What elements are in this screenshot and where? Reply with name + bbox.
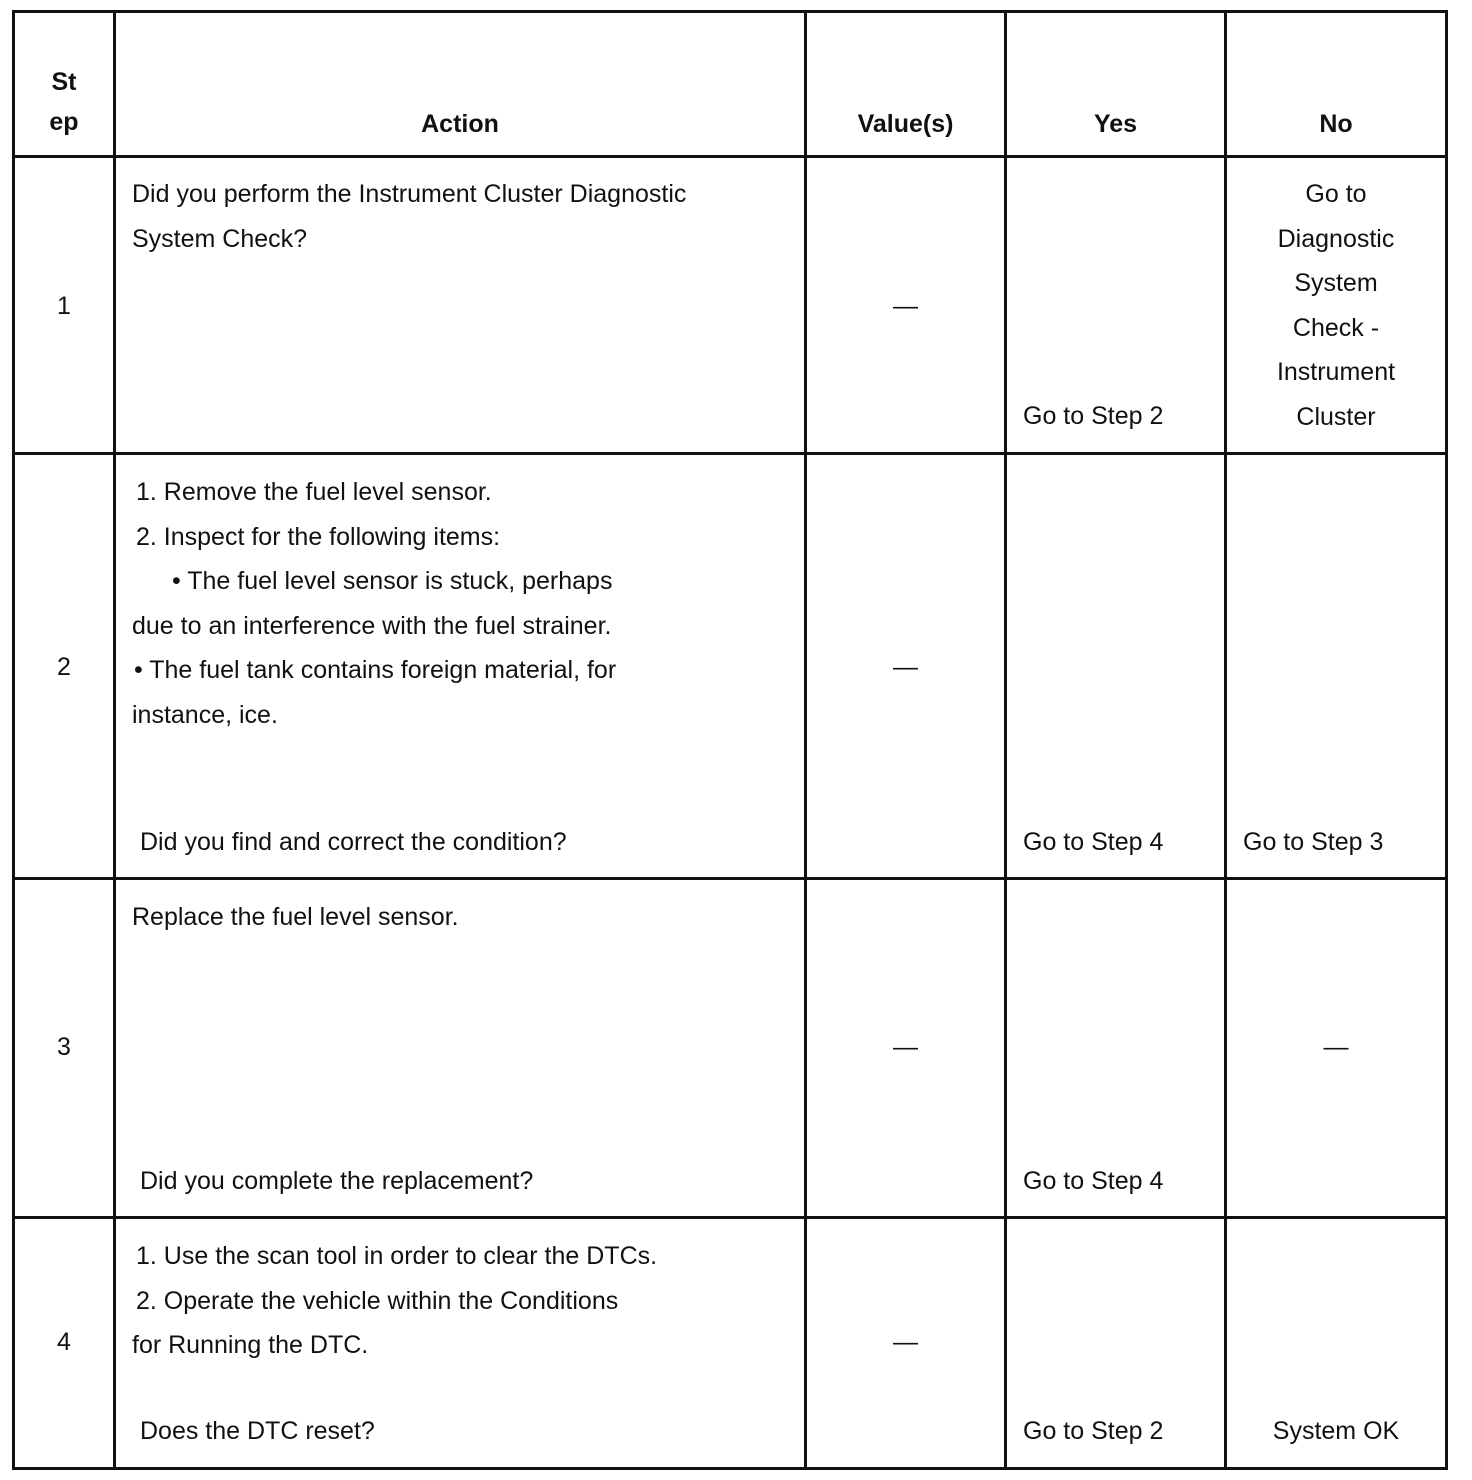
col-divider-2 <box>804 10 807 1470</box>
row1-step: 1 <box>57 292 71 320</box>
header-yes: Yes <box>1093 110 1138 138</box>
row4-question: Does the DTC reset? <box>140 1417 375 1445</box>
row-divider-2 <box>12 877 1448 880</box>
row4-action: 1. Use the scan tool in order to clear the DTCs. 2. Operate the vehicle within the Conditions for Running the DTC. <box>132 1242 658 1359</box>
row1-value: — <box>893 292 918 320</box>
header-values: Value(s) <box>857 110 954 138</box>
diagnostic-table <box>12 10 1448 1470</box>
row2-value: — <box>893 653 918 681</box>
row4-value: — <box>893 1328 918 1356</box>
col-divider-0 <box>12 10 15 1470</box>
row3-no: — <box>1323 1033 1349 1061</box>
row3-value: — <box>893 1033 918 1061</box>
row2-yes: Go to Step 4 <box>1023 828 1164 856</box>
header-step: St ep <box>49 68 79 136</box>
row3-question: Did you complete the replacement? <box>140 1167 534 1195</box>
row1-action: Did you perform the Instrument Cluster Diagnostic System Check? <box>132 180 687 253</box>
row-divider-1 <box>12 452 1448 455</box>
row2-step: 2 <box>57 653 71 681</box>
col-divider-3 <box>1004 10 1007 1470</box>
row3-yes: Go to Step 4 <box>1023 1167 1164 1195</box>
row2-action: 1. Remove the fuel level sensor. 2. Inspect for the following items: • The fuel level sensor is stuck, perhaps due to an interference with the fuel strainer. • The fuel tank contains foreign material, for instance, ice. <box>132 478 617 729</box>
row2-no: Go to Step 3 <box>1243 828 1384 856</box>
row-divider-3 <box>12 1216 1448 1219</box>
row1-yes: Go to Step 2 <box>1023 402 1164 430</box>
row3-action: Replace the fuel level sensor. <box>132 903 459 931</box>
row1-no: Go to Diagnostic System Check - Instrument Cluster <box>1276 180 1396 431</box>
table-border-bottom <box>12 1467 1448 1470</box>
row4-yes: Go to Step 2 <box>1023 1417 1164 1445</box>
header-divider <box>12 155 1448 158</box>
table-border-top <box>12 10 1448 13</box>
row4-step: 4 <box>57 1328 71 1356</box>
row2-question: Did you find and correct the condition? <box>140 828 567 856</box>
col-divider-5 <box>1445 10 1448 1470</box>
row4-no: System OK <box>1272 1417 1400 1445</box>
header-no: No <box>1319 110 1353 138</box>
header-action: Action <box>421 110 499 138</box>
row3-step: 3 <box>57 1033 71 1061</box>
